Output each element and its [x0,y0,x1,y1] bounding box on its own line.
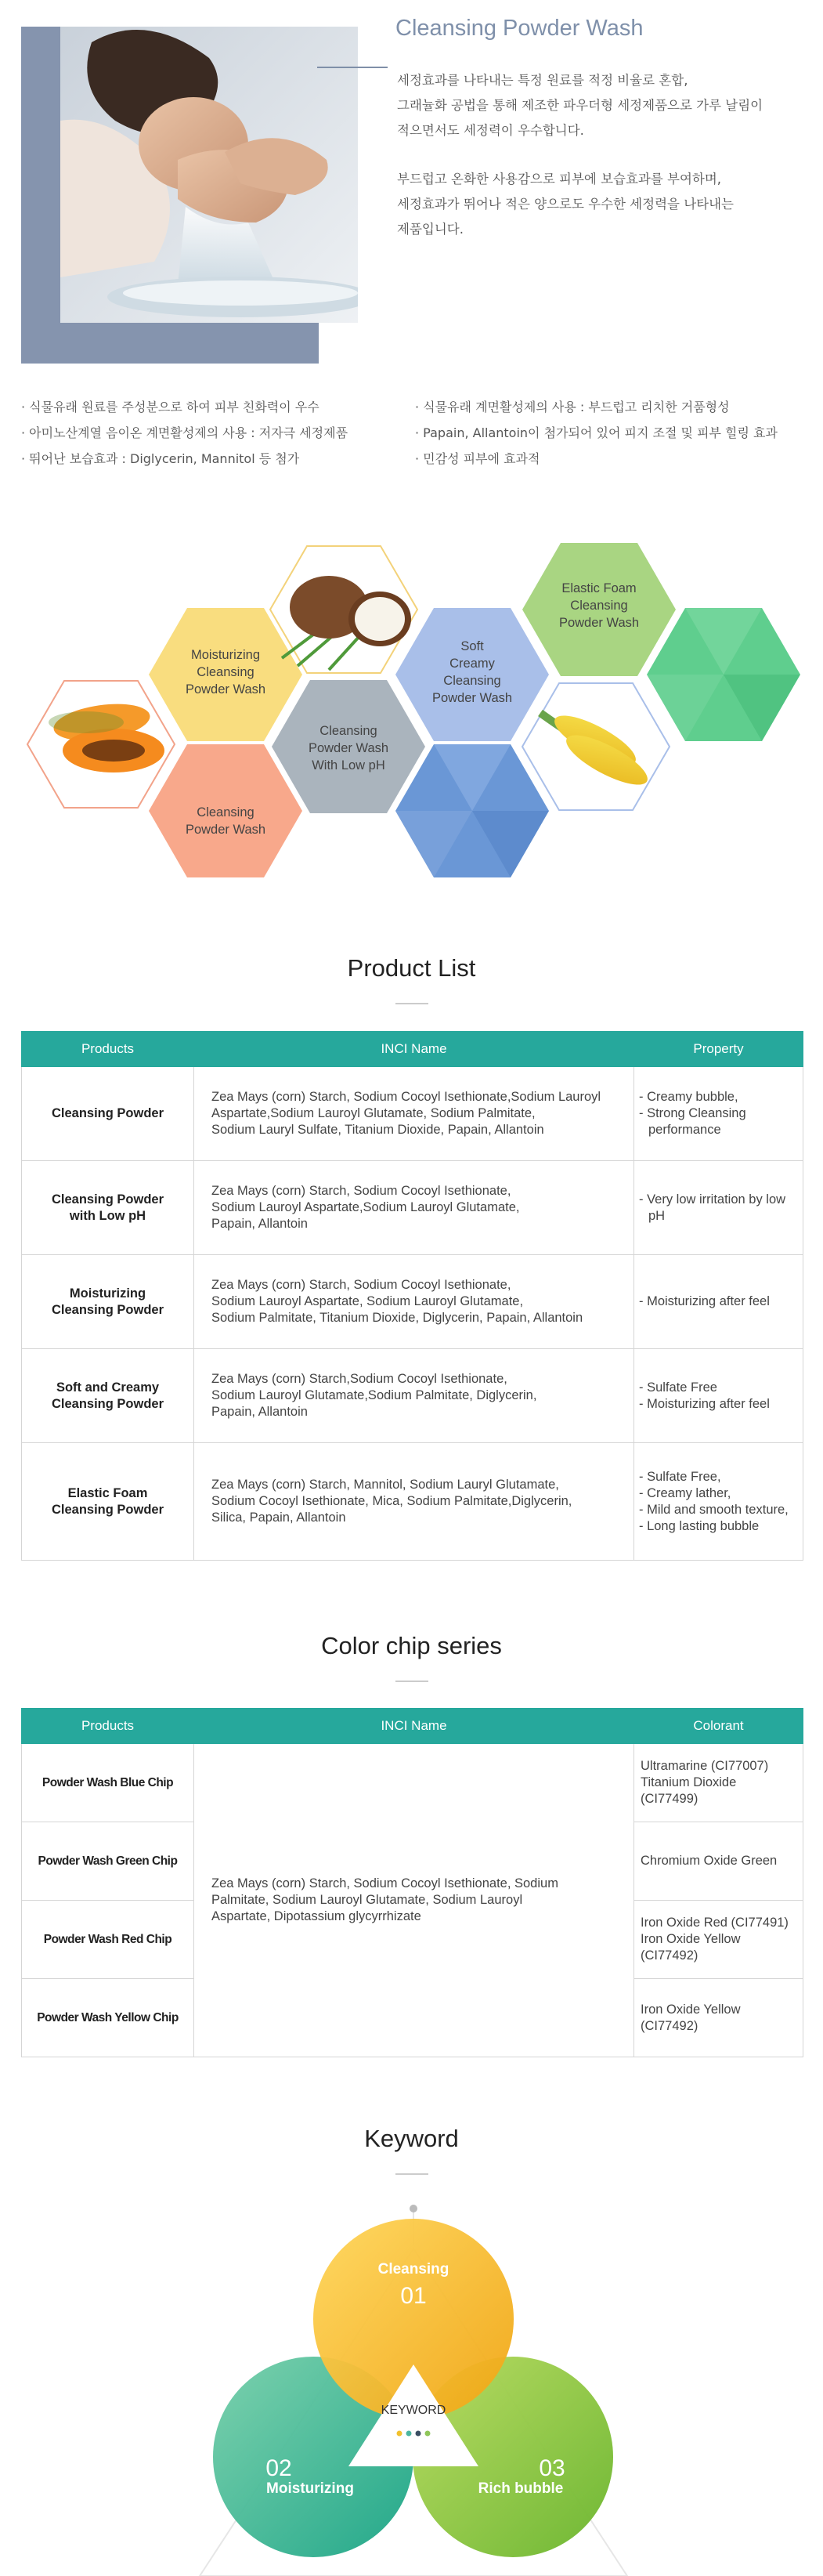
feature-list-right [415,394,778,472]
column-header: INCI Name [194,1032,634,1067]
property: - Creamy bubble, - Strong Cleansing performance [634,1067,803,1161]
hex-label: Powder Wash [185,682,266,696]
hex-label: Creamy [449,657,495,671]
keyword-center-label: KEYWORD [381,2404,446,2417]
section-rule [395,2173,428,2175]
hero-text-line: 제품입니다. [397,222,464,237]
colorant: Iron Oxide Red (CI77491) Iron Oxide Yellow (CI77492) [634,1901,803,1979]
property: - Sulfate Free, - Creamy lather, - Mild and smooth texture, - Long lasting bubble [634,1443,803,1561]
inci-name: Zea Mays (corn) Starch, Mannitol, Sodium Lauryl Glutamate, Sodium Cocoyl Isethionate, Mica, Sodium Palmitate,Diglycerin, Silica, Papain, Allantoin [194,1443,634,1561]
hex-label: Powder Wash [185,823,266,837]
hexagon-elastic-foam [522,543,676,676]
table-row [22,1255,803,1349]
hex-label: Cleansing [319,724,377,738]
feature-item: · 뛰어난 보습효과 : Diglycerin, Mannitol 등 첨가 [21,451,300,466]
hero-text-line: 적으면서도 세정력이 우수합니다. [397,123,584,138]
property: - Moisturizing after feel [634,1255,803,1349]
hexagon-green-decorative [647,608,800,741]
hex-label: Moisturizing [190,648,261,662]
hexagon-low-ph [272,680,425,813]
section-rule [395,1681,428,1682]
keyword-number: 02 [265,2455,292,2481]
column-header: Colorant [634,1709,803,1744]
property: - Sulfate Free - Moisturizing after feel [634,1349,803,1443]
product-list-title: Product List [347,954,476,982]
hexagon-soft-creamy [395,608,549,741]
colorant: Ultramarine (CI77007) Titanium Dioxide (CI77499) [634,1744,803,1822]
hero-text-line: 그래뉼화 공법을 통해 제조한 파우더형 세정제품으로 가루 날림이 [397,98,763,113]
product-hexagon-diagram [0,517,823,917]
keyword-venn-diagram [0,2186,823,2576]
keyword-label: Cleansing [377,2261,449,2278]
colorant: Chromium Oxide Green [634,1822,803,1901]
property: - Very low irritation by low pH [634,1161,803,1255]
hex-label: Powder Wash [308,741,389,755]
column-header: INCI Name [194,1709,634,1744]
inci-name: Zea Mays (corn) Starch, Sodium Cocoyl Isethionate, Sodium Lauroyl Aspartate, Sodium Lauroyl Glutamate, Sodium Palmitate, Titanium Dioxide, Diglycerin, Papain, Allantoin [194,1255,634,1349]
inci-name: Zea Mays (corn) Starch, Sodium Cocoyl Isethionate, Sodium Lauroyl Aspartate,Sodium Lauroyl Glutamate, Papain, Allantoin [194,1161,634,1255]
hero-text-line: 세정효과를 나타내는 특정 원료를 적정 비율로 혼합, [397,73,688,88]
page-title: Cleansing Powder Wash [395,16,644,41]
table-row [22,1349,803,1443]
hexagon-blue-decorative [395,744,549,877]
inci-name: Zea Mays (corn) Starch, Sodium Cocoyl Isethionate, Sodium Palmitate, Sodium Lauroyl Glutamate, Sodium Lauroyl Aspartate, Dipotassium glycyrrhizate [194,1744,634,2057]
column-header: Products [22,1032,194,1067]
inci-name: Zea Mays (corn) Starch, Sodium Cocoyl Isethionate,Sodium Lauroyl Aspartate,Sodium Lauroyl Glutamate, Sodium Palmitate, Sodium Lauryl Sulfate, Titanium Dioxide, Papain, Allantoin [194,1067,634,1161]
section-rule [395,1003,428,1004]
chip-name: Powder Wash Red Chip [22,1901,194,1979]
product-name: Soft and Creamy Cleansing Powder [22,1349,194,1443]
keyword-label: Rich bubble [478,2480,564,2497]
keyword-label: Moisturizing [266,2480,354,2497]
colorant: Iron Oxide Yellow (CI77492) [634,1979,803,2057]
keyword-title: Keyword [364,2125,459,2152]
hex-label: Powder Wash [431,691,513,705]
hex-label: Powder Wash [558,616,640,630]
color-chip-title: Color chip series [321,1632,502,1659]
table-row [22,1161,803,1255]
chip-name: Powder Wash Green Chip [22,1822,194,1901]
feature-item: · Papain, Allantoin이 첨가되어 있어 피지 조절 및 피부 힐링 효과 [415,425,778,440]
column-header: Products [22,1709,194,1744]
product-name: Cleansing Powder [22,1067,194,1161]
hero-title-rule [317,67,388,68]
hero-photo-face-washing [60,27,358,323]
hero-text-line: 부드럽고 온화한 사용감으로 피부에 보습효과를 부여하며, [397,172,722,186]
coconut-hexagon [270,546,417,673]
hero-text-line: 세정효과가 뛰어나 적은 양으로도 우수한 세정력을 나타내는 [397,197,734,212]
inci-name: Zea Mays (corn) Starch,Sodium Cocoyl Isethionate, Sodium Lauroyl Glutamate,Sodium Palmitate, Diglycerin, Papain, Allantoin [194,1349,634,1443]
hex-label: Cleansing [443,674,501,688]
hex-label: Cleansing [570,599,628,613]
table-header-row [22,1709,803,1744]
product-name: Cleansing Powder with Low pH [22,1161,194,1255]
hexagon-moisturizing [149,608,302,741]
table-row [22,1443,803,1561]
feature-list-left [21,394,348,472]
feature-item: · 식물유래 원료를 주성분으로 하여 피부 친화력이 우수 [21,400,319,414]
chip-name: Powder Wash Yellow Chip [22,1979,194,2057]
product-name: Moisturizing Cleansing Powder [22,1255,194,1349]
hexagon-cleansing [149,744,302,877]
table-header-row [22,1032,803,1067]
hex-label: With Low pH [312,758,385,772]
chip-name: Powder Wash Blue Chip [22,1744,194,1822]
table-row [22,1067,803,1161]
hex-label: Soft [460,639,484,653]
table-row [22,1744,803,1822]
corn-hexagon [522,683,670,810]
feature-item: · 아미노산계열 음이온 계면활성제의 사용 : 저자극 세정제품 [21,425,348,440]
hex-label: Cleansing [197,665,254,679]
feature-item: · 민감성 피부에 효과적 [415,451,540,466]
hex-label: Elastic Foam [561,581,637,595]
product-name: Elastic Foam Cleansing Powder [22,1443,194,1561]
feature-item: · 식물유래 계면활성제의 사용 : 부드럽고 리치한 거품형성 [415,400,730,414]
keyword-number: 03 [539,2455,565,2481]
hex-label: Cleansing [197,805,254,819]
product-list-table [21,1031,803,1561]
hero-description [397,68,804,242]
column-header: Property [634,1032,803,1067]
color-chip-table [21,1708,803,2057]
keyword-number: 01 [400,2283,427,2309]
papaya-hexagon [27,681,175,808]
